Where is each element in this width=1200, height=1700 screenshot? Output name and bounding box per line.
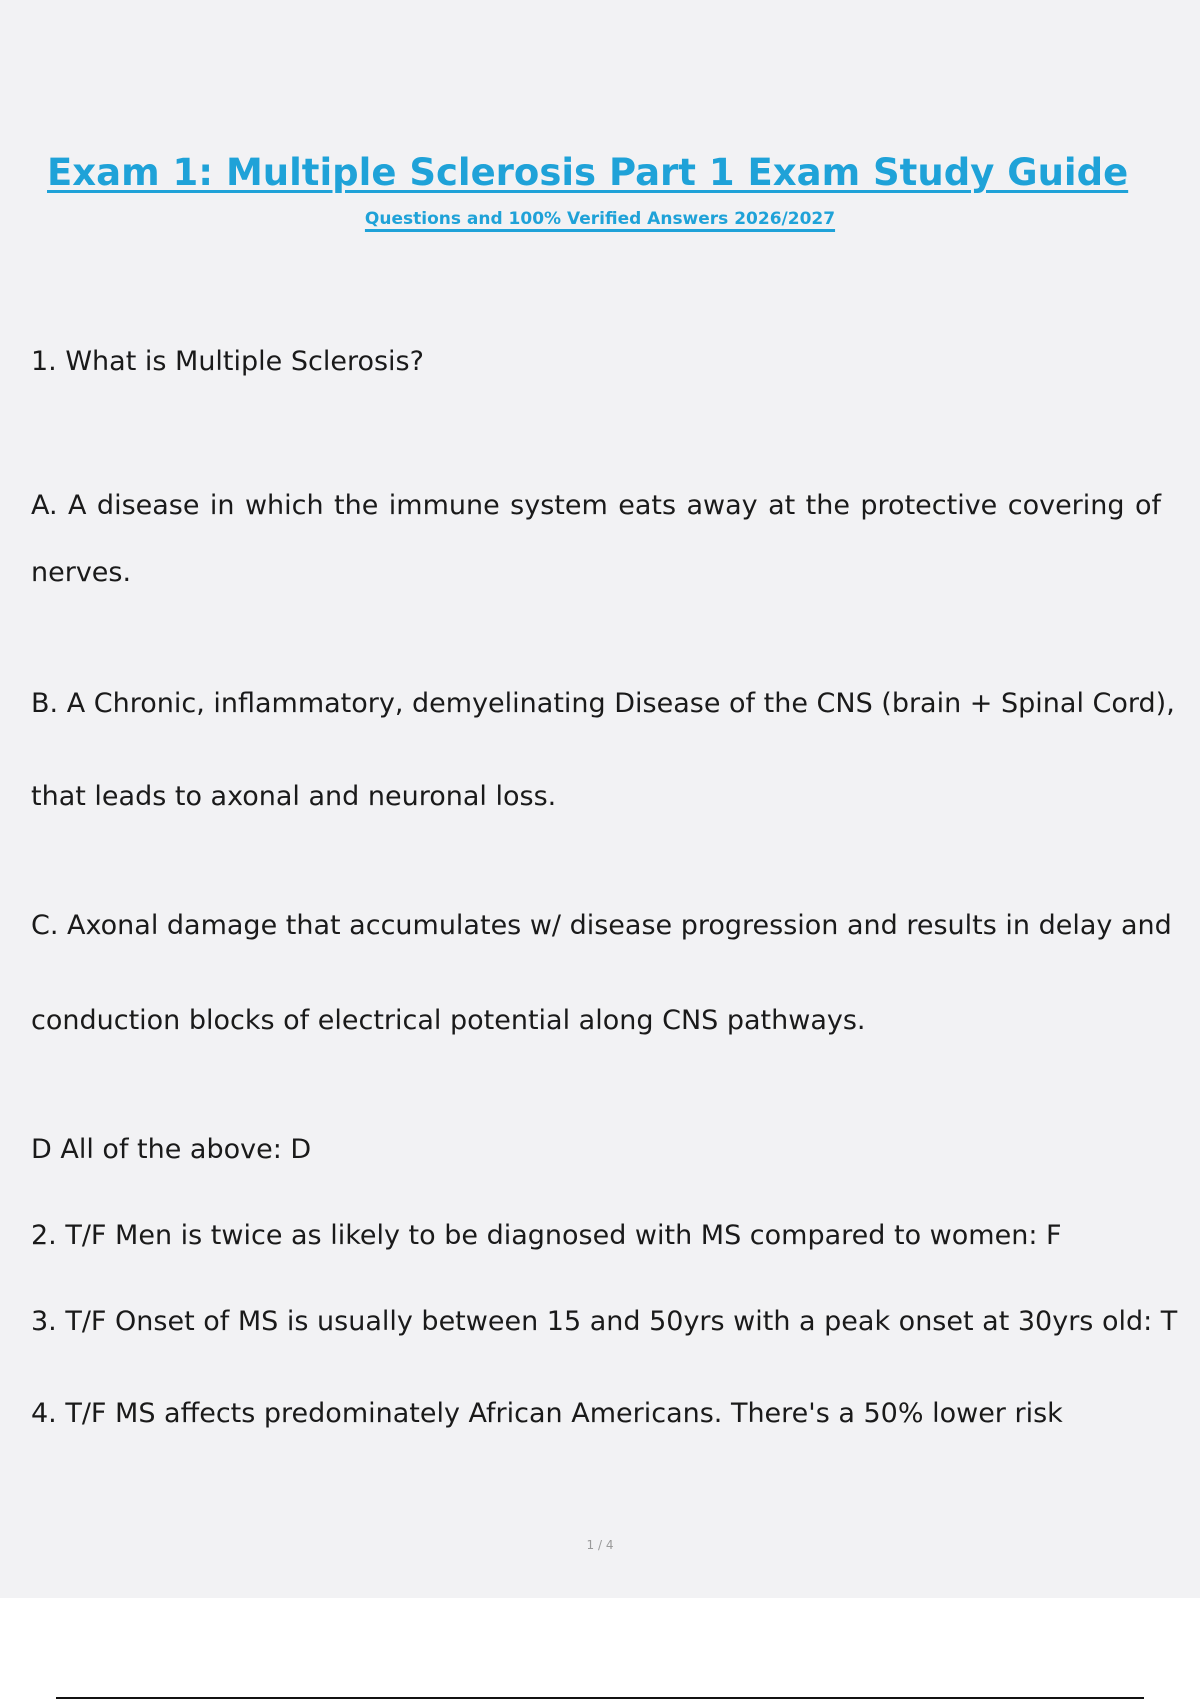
question-2: 2. T/F Men is twice as likely to be diagnosed with MS compared to women: F xyxy=(31,1220,1062,1251)
q1-option-b-line-2: that leads to axonal and neuronal loss. xyxy=(31,781,557,812)
q1-option-c-line-1: C. Axonal damage that accumulates w/ disease progression and results in delay and xyxy=(31,910,1172,941)
q1-option-a-line-2: nerves. xyxy=(31,557,132,588)
q1-option-d: D All of the above: D xyxy=(31,1134,312,1165)
document-title-line-1: Exam 1: Multiple Sclerosis Part 1 Exam Study Guide xyxy=(47,151,1129,194)
question-3: 3. T/F Onset of MS is usually between 15 and 50yrs with a peak onset at 30yrs old: T xyxy=(31,1306,1178,1337)
question-4: 4. T/F MS affects predominately African Americans. There's a 50% lower risk xyxy=(31,1398,1063,1429)
q1-option-b-line-1: B. A Chronic, inflammatory, demyelinating Disease of the CNS (brain + Spinal Cord), xyxy=(31,688,1175,719)
q1-option-a-line-1: A. A disease in which the immune system eats away at the protective covering of xyxy=(31,490,1161,521)
page-divider xyxy=(56,1697,1144,1699)
q1-option-c-line-2: conduction blocks of electrical potential along CNS pathways. xyxy=(31,1005,866,1036)
question-1: 1. What is Multiple Sclerosis? xyxy=(31,346,424,377)
page-number: 1 / 4 xyxy=(586,1538,614,1552)
document-title-line-2: Questions and 100% Verified Answers 2026/2027 xyxy=(364,209,836,229)
